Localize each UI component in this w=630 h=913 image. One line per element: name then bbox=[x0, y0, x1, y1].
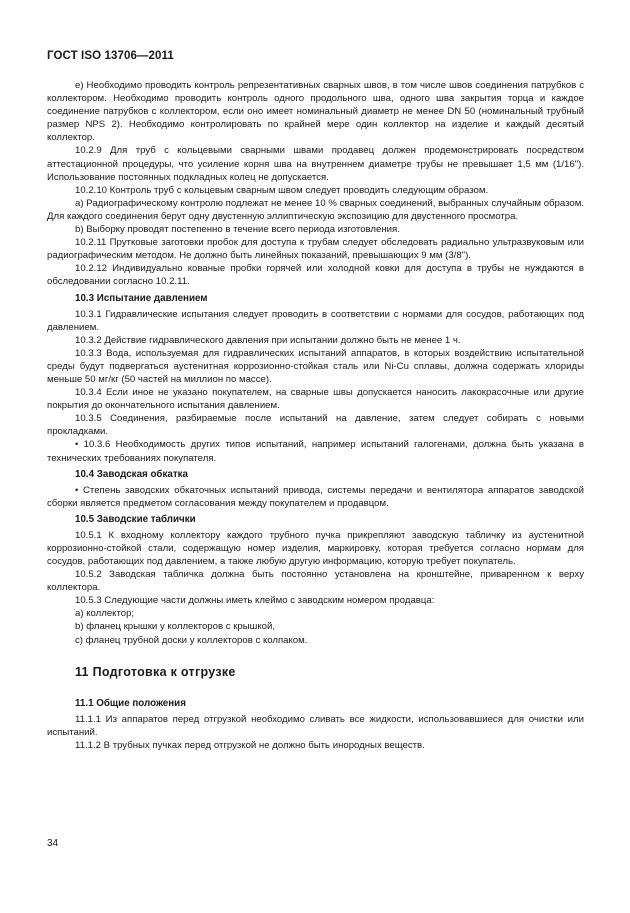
page-number: 34 bbox=[47, 838, 59, 849]
paragraph-10-2-9: 10.2.9 Для труб с кольцевыми сварными швами продавец должен продемонстрировать посредством аттестационной процедуры, что усиление корня шва на внутреннем диаметре трубы не превышает 1,5 мм (1/16"). Использование постоянных подкладных колец не допускается. bbox=[47, 145, 584, 183]
paragraph-10-3-5: 10.3.5 Соединения, разбираемые после испытаний на давление, затем следует собирать с новыми прокладками. bbox=[47, 413, 584, 438]
paragraph-10-4: • Степень заводских обкаточных испытаний привода, системы передачи и вентилятора аппаратов заводской сборки является предметом согласования между покупателем и продавцом. bbox=[47, 484, 584, 509]
chapter-heading-11: 11 Подготовка к отгрузке bbox=[75, 664, 236, 679]
paragraph-10-2-11: 10.2.11 Прутковые заготовки пробок для доступа к трубам следует обследовать радиально ультразвуковым или радиографическим методом. Не должно быть линейных показаний, превышающих 9 мм (3/8"). bbox=[47, 237, 584, 262]
paragraph-10-2-10-b: b) Выборку проводят постепенно в течение всего периода изготовления. bbox=[75, 224, 400, 236]
paragraph-10-5-3: 10.5.3 Следующие части должны иметь клеймо с заводским номером продавца: bbox=[75, 595, 435, 607]
paragraph-10-3-3: 10.3.3 Вода, используемая для гидравлических испытаний аппаратов, в которых воздействию испытательной среды будут подвергаться аустенитная коррозионно-стойкая сталь или Ni-Cu сплавы, должна содержать хлориды меньше 50 мг/кг (50 частей на миллион по массе). bbox=[47, 347, 584, 385]
section-heading-11-1: 11.1 Общие положения bbox=[75, 697, 186, 709]
document-body bbox=[47, 79, 584, 752]
paragraph-10-3-2: 10.3.2 Действие гидравлического давления при испытании должно быть не менее 1 ч. bbox=[75, 334, 461, 346]
section-heading-10-3: 10.3 Испытание давлением bbox=[75, 292, 208, 304]
paragraph-10-2-10: 10.2.10 Контроль труб с кольцевым сварным швом следует проводить следующим образом. bbox=[75, 184, 489, 196]
document-header: ГОСТ ISO 13706—2011 bbox=[47, 50, 174, 62]
paragraph-10-3-6: • 10.3.6 Необходимость других типов испытаний, например испытаний галогенами, должна быть указана в технических требованиях покупателя. bbox=[47, 439, 584, 464]
paragraph-10-3-4: 10.3.4 Если иное не указано покупателем, на сварные швы допускается наносить лакокрасочные или другие покрытия до окончательного испытания давлением. bbox=[47, 387, 584, 412]
list-item-b: b) фланец крышки у коллекторов с крышкой, bbox=[75, 621, 275, 633]
section-heading-10-4: 10.4 Заводская обкатка bbox=[75, 468, 188, 480]
section-heading-10-5: 10.5 Заводские таблички bbox=[75, 513, 196, 525]
list-item-a: а) коллектор; bbox=[75, 608, 135, 620]
paragraph-10-2-10-a: а) Радиографическому контролю подлежат не менее 10 % сварных соединений, выбранных случайным образом. Для каждого соединения берут одну двустенную эллиптическую экспозицию для двустенного просмотра. bbox=[47, 197, 584, 222]
paragraph-11-1-1: 11.1.1 Из аппаратов перед отгрузкой необходимо сливать все жидкости, использовавшиеся для очистки или испытаний. bbox=[47, 713, 584, 738]
paragraph-10-3-1: 10.3.1 Гидравлические испытания следует проводить в соответствии с нормами для сосудов, работающих под давлением. bbox=[47, 308, 584, 333]
paragraph-10-5-1: 10.5.1 К входному коллектору каждого трубного пучка прикрепляют заводскую табличку из аустенитной коррозионно-стойкой стали, содержащую номер изделия, маркировку, которая требуется согласно нормам для сосудов, работающих под давлением, а также любую другую информацию, которую требует покупатель. bbox=[47, 529, 584, 567]
paragraph-10-5-2: 10.5.2 Заводская табличка должна быть постоянно установлена на кронштейне, приваренном к верху коллектора. bbox=[47, 569, 584, 594]
paragraph-10-2-12: 10.2.12 Индивидуально кованые пробки горячей или холодной ковки для доступа в трубы не нуждаются в обследовании согласно 10.2.11. bbox=[47, 263, 584, 288]
paragraph-item-e: е) Необходимо проводить контроль репрезентативных сварных швов, в том числе швов соединения патрубков с коллектором. Необходимо проводить контроль одного продольного шва, одного шва закрытия торца и каждое соединение патрубков с коллектором, если оно имеет номинальный диаметр не менее DN 50 (номинальный трубный размер NPS 2). Необходимо контролировать по крайней мере один коллектор на изделие и каждый десятый коллектор. bbox=[47, 80, 584, 144]
paragraph-11-1-2: 11.1.2 В трубных пучках перед отгрузкой не должно быть инородных веществ. bbox=[75, 739, 425, 751]
list-item-c: с) фланец трубной доски у коллекторов с колпаком. bbox=[75, 634, 308, 646]
